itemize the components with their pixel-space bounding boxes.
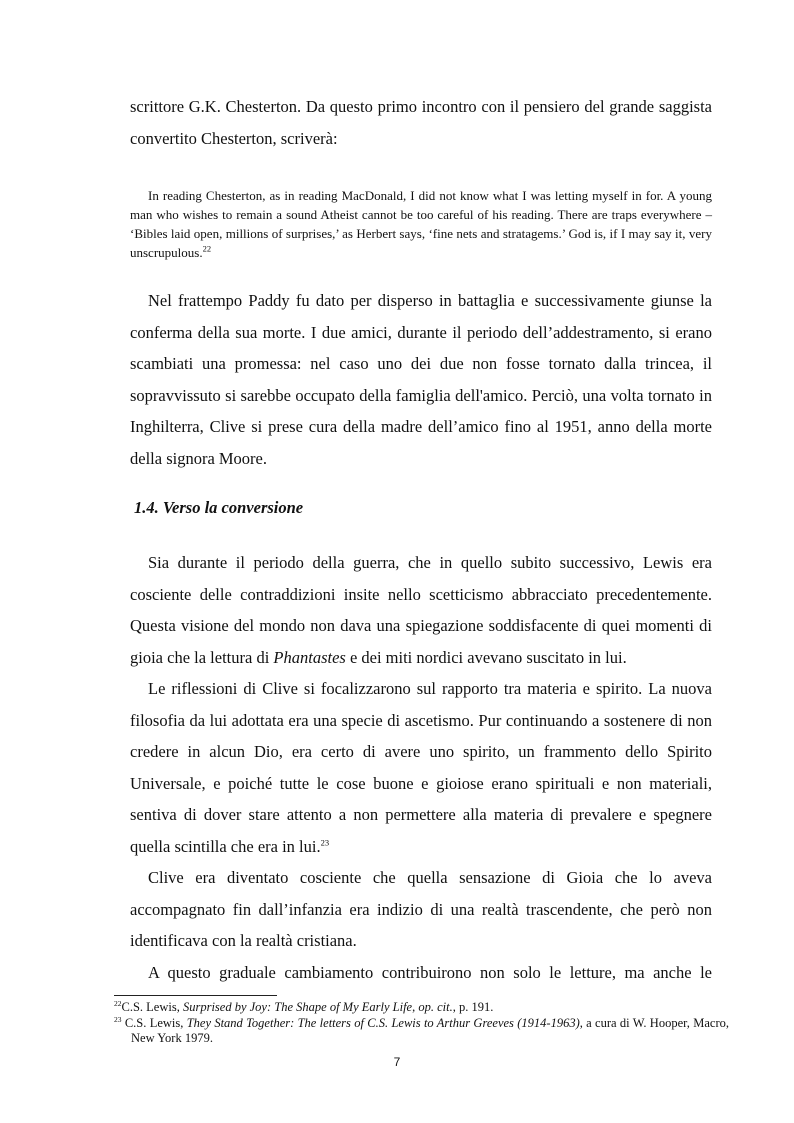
paragraph-spirit bbox=[130, 673, 712, 862]
footnote-22 bbox=[114, 1000, 712, 1015]
paragraph-joy: Clive era diventato cosciente che quella sensazione di Gioia che lo aveva accompagnato fin dall’infanzia era indizio di una realtà trascendente, che però non identificava con la realtà cristiana. bbox=[130, 868, 712, 950]
footnote-title: Surprised by Joy: The Shape of My Early Life bbox=[182, 1000, 413, 1014]
footnote-number: 22 bbox=[114, 998, 122, 1008]
footnote-ref-23: 23 bbox=[320, 837, 330, 847]
footnote-23 bbox=[114, 1016, 729, 1046]
quote-text: In reading Chesterton, as in reading MacDonald, I did not know what I was letting myself in for. A young man who wishes to remain a sound Atheist cannot be too careful of his reading. There are traps everywhere – ‘Bibles laid open, millions of surprises,’ as Herbert says, ‘fine nets and stratagems.’ God is, if I may say it, very unscrupulous. bbox=[130, 188, 712, 260]
paragraph-spirit-text: Le riflessioni di Clive si focalizzarono sul rapporto tra materia e spirito. La nuova filosofia da lui adottata era una specie di ascetismo. Pur continuando a sostenere di non credere in alcun Dio, era certo di avere uno spirito, un frammento dello Spirito Universale, e poiché tutte le cose buone e gioiose erano spirituali e non materiali, sentiva di dover stare attento a non permettere alla materia di prevalere e spegnere quella scintilla che era in lui. bbox=[130, 679, 712, 856]
section-body bbox=[130, 547, 712, 988]
block-quote bbox=[130, 186, 712, 262]
paragraph-chesterton-intro: scrittore G.K. Chesterton. Da questo primo incontro con il pensiero del grande saggista convertito Chesterton, scriverà: bbox=[130, 97, 712, 148]
page-number: 7 bbox=[393, 1055, 401, 1069]
footnote-author: C.S. Lewis, bbox=[121, 1000, 183, 1014]
paragraph-war bbox=[130, 547, 712, 673]
footnote-author: C.S. Lewis, bbox=[124, 1016, 187, 1030]
footnote-ref-22: 22 bbox=[202, 243, 212, 254]
footnote-opcit: op. cit. bbox=[418, 1000, 453, 1014]
phantastes-title: Phantastes bbox=[273, 647, 346, 667]
paragraph-paddy: Nel frattempo Paddy fu dato per disperso in battaglia e successivamente giunse la conferma della sua morte. I due amici, durante il periodo dell’addestramento, si erano scambiati una promessa: nel caso uno dei due non fosse tornato dalla trincea, il sopravvissuto si sarebbe occupato della famiglia dell'amico. Perciò, una volta tornato in Inghilterra, Clive si prese cura della madre dell’amico fino al 1951, anno della morte della signora Moore. bbox=[130, 291, 712, 468]
paragraph-last: A questo graduale cambiamento contribuirono non solo le letture, ma anche le bbox=[148, 962, 712, 982]
footnote-title: They Stand Together: The letters of C.S. Lewis to Arthur Greeves (1914-1963) bbox=[186, 1016, 580, 1030]
paragraph-war-text-end: e dei miti nordici avevano suscitato in lui. bbox=[345, 647, 627, 667]
footnote-divider bbox=[114, 995, 277, 996]
footnote-separator: , bbox=[412, 1000, 419, 1014]
footnote-number: 23 bbox=[114, 1014, 122, 1024]
section-heading: 1.4. Verso la conversione bbox=[134, 498, 304, 517]
footnote-rest: , p. 191. bbox=[452, 1000, 494, 1014]
footnote-rest: , a cura di W. Hooper, Macro, New York 1979. bbox=[131, 1016, 729, 1045]
paragraph-war-text: Sia durante il periodo della guerra, che in quello subito successivo, Lewis era cosciente delle contraddizioni insite nello scetticismo abbracciato precedentemente. Questa visione del mondo non dava una spiegazione soddisfacente di quei momenti di gioia che la lettura di bbox=[130, 553, 712, 667]
